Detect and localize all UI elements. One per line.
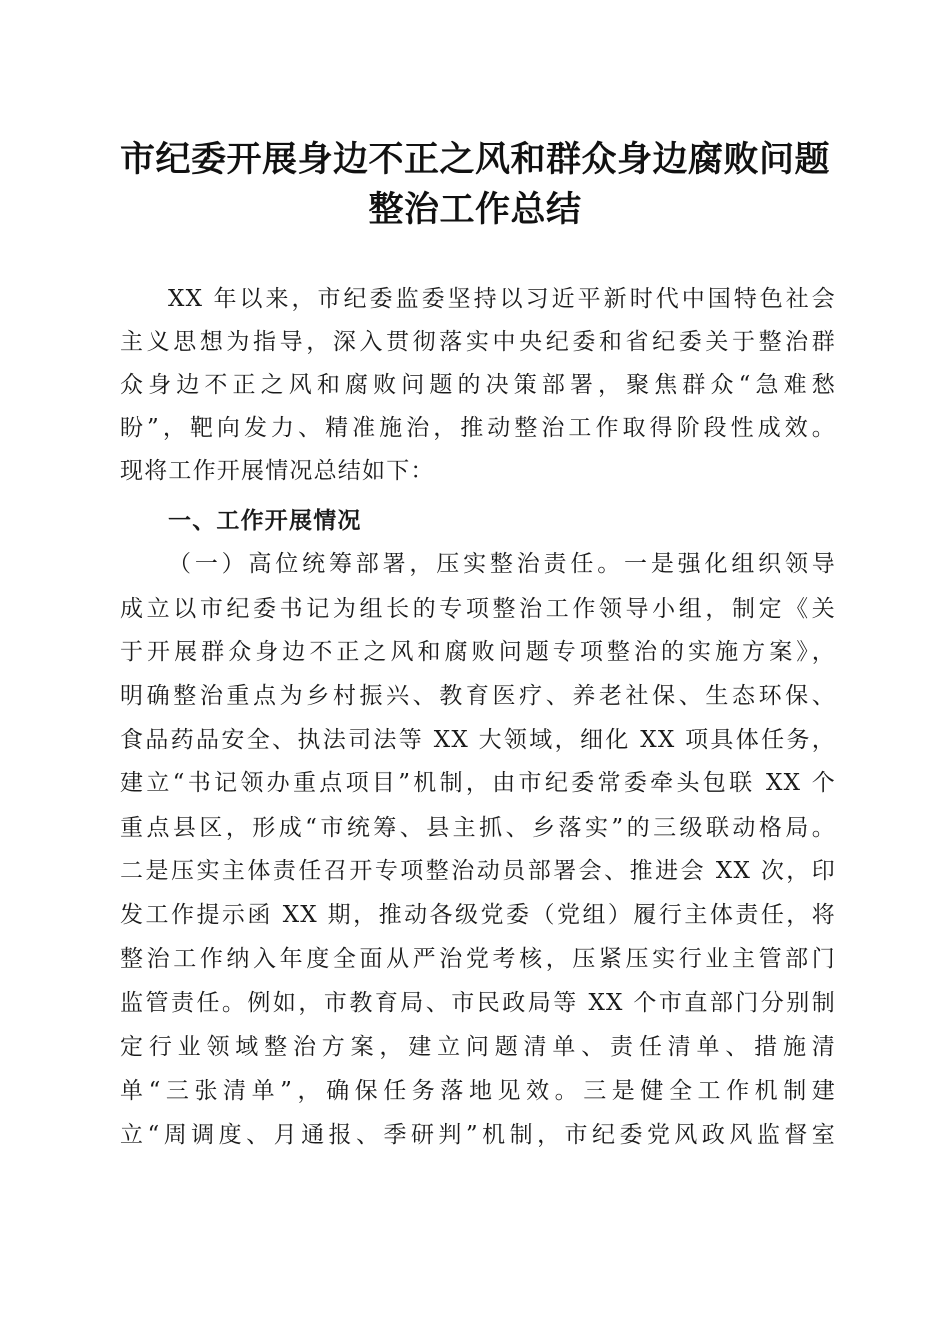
paragraph-line: 众身边不正之风和腐败问题的决策部署，聚焦群众“急难愁	[120, 372, 836, 398]
paragraph-line: 主义思想为指导，深入贯彻落实中央纪委和省纪委关于整治群	[120, 329, 836, 355]
paragraph-line: 立“周调度、月通报、季研判”机制，市纪委党风政风监督室	[120, 1122, 836, 1148]
paragraph-line: 盼”，靶向发力、精准施治，推动整治工作取得阶段性成效。	[120, 415, 836, 441]
paragraph-line: （一）高位统筹部署，压实整治责任。一是强化组织领导	[168, 551, 836, 577]
paragraph-line: XX 年以来，市纪委监委坚持以习近平新时代中国特色社会	[168, 286, 836, 312]
paragraph-line: 明确整治重点为乡村振兴、教育医疗、养老社保、生态环保、	[120, 683, 836, 709]
paragraph-line: 食品药品安全、执法司法等 XX 大领域，细化 XX 项具体任务，	[120, 727, 836, 753]
paragraph-line: 发工作提示函 XX 期，推动各级党委（党组）履行主体责任，将	[120, 902, 836, 928]
paragraph-line: 定行业领域整治方案，建立问题清单、责任清单、措施清	[120, 1034, 836, 1060]
paragraph-line: 重点县区，形成“市统筹、县主抓、乡落实”的三级联动格局。	[120, 815, 836, 841]
document-title-line-1: 市纪委开展身边不正之风和群众身边腐败问题	[119, 139, 830, 180]
section-heading: 一、工作开展情况	[168, 508, 362, 534]
paragraph-line: 现将工作开展情况总结如下：	[120, 458, 435, 484]
document-title-line-2: 整治工作总结	[368, 189, 582, 230]
paragraph-line: 建立“书记领办重点项目”机制，由市纪委常委牵头包联 XX 个	[120, 770, 836, 796]
paragraph-line: 整治工作纳入年度全面从严治党考核，压紧压实行业主管部门	[120, 946, 836, 972]
paragraph-line: 于开展群众身边不正之风和腐败问题专项整治的实施方案》，	[120, 639, 836, 665]
paragraph-line: 二是压实主体责任召开专项整治动员部署会、推进会 XX 次，印	[120, 858, 836, 884]
paragraph-line: 单“三张清单”，确保任务落地见效。三是健全工作机制建	[120, 1078, 836, 1104]
paragraph-line: 监管责任。例如，市教育局、市民政局等 XX 个市直部门分别制	[120, 990, 836, 1016]
paragraph-line: 成立以市纪委书记为组长的专项整治工作领导小组，制定《关	[120, 596, 836, 622]
